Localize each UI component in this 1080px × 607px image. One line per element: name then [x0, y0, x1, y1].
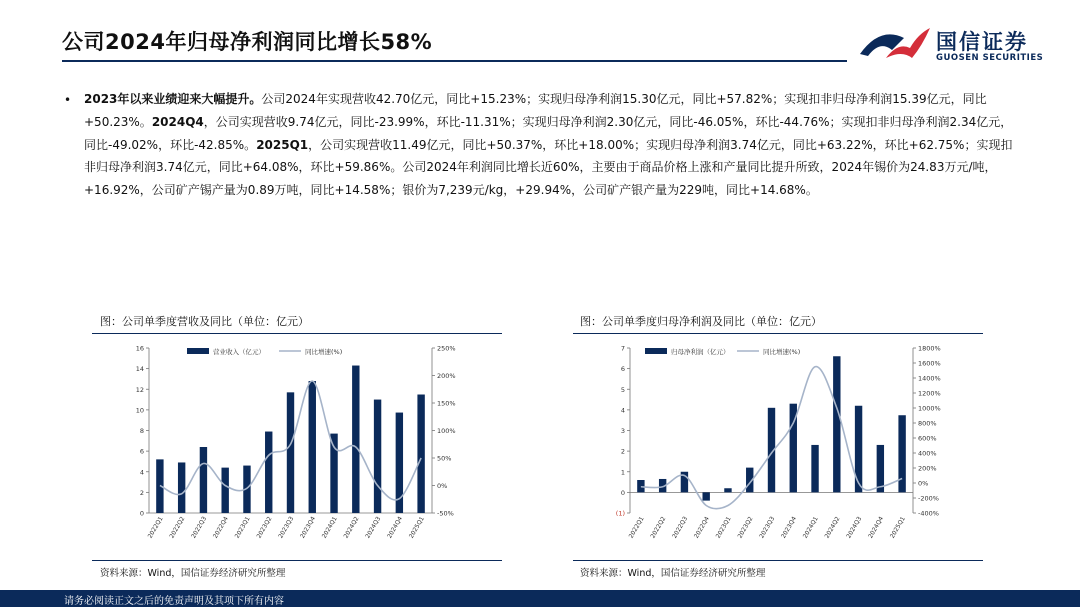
paragraph-text-2: ，公司实现营收9.74亿元，同比-23.99%，环比-11.31%；实现归母净利润2.30亿元，同比-46.05%，环比-44.76%；实现扣非归母净利润2.34亿元，同比-49.02%，环比-42.85%。 — [84, 114, 1013, 152]
category-label: 2025Q1 — [407, 515, 426, 540]
paragraph-text-3: ，公司实现营收11.49亿元，同比+50.37%，环比+18.00%；实现归母净利润3.74亿元，同比+63.22%，环比+62.75%；实现扣非归母净利润3.74亿元，同比+64.08%，环比+59.86%。公司2024年利润同比增长近60%，主要由于商品价格上涨和产量同比提升所致，2024年锡价为24.83万元/吨，+16.92%，公司矿产锡产量为0.89万吨，同比+14.58%；银价为7,239元/kg，+29.94%，公司矿产银产量为229吨，同比+14.68%。 — [84, 137, 1013, 198]
category-label: 2022Q3 — [671, 515, 690, 540]
left-tick-label: 16 — [135, 344, 144, 353]
left-tick-label: 0 — [139, 509, 144, 518]
company-logo — [858, 24, 1048, 66]
left-tick-label: 2 — [139, 488, 144, 497]
category-label: 2023Q1 — [714, 515, 733, 540]
bar — [898, 415, 905, 492]
paragraph-text-1: 公司2024年实现营收42.70亿元，同比+15.23%；实现归母净利润15.30亿元，同比+57.82%；实现扣非归母净利润15.39亿元，同比+50.23%。 — [84, 92, 987, 129]
left-tick-label: 14 — [135, 365, 144, 374]
left-tick-label: 0 — [620, 488, 625, 497]
bar — [352, 366, 359, 513]
bar — [833, 356, 840, 492]
category-label: 2022Q4 — [211, 515, 230, 540]
category-label: 2024Q2 — [823, 515, 842, 540]
left-tick-label: 1 — [620, 468, 625, 477]
logo-mark-icon — [858, 24, 934, 66]
net-profit-chart — [573, 336, 983, 558]
bar — [417, 395, 424, 513]
right-tick-label: -200% — [918, 494, 939, 503]
right-tick-label: 1800% — [918, 344, 941, 353]
left-tick-label: 3 — [620, 427, 625, 435]
category-label: 2023Q3 — [277, 515, 296, 540]
bar — [309, 381, 316, 513]
bar — [877, 445, 884, 492]
source-note-revenue: 资料来源：Wind，国信证券经济研究所整理 — [100, 568, 286, 579]
source-divider-revenue — [92, 560, 502, 561]
footer-bar — [0, 590, 1080, 607]
left-tick-label: 5 — [620, 385, 625, 394]
legend-line-label: 同比增速(%) — [763, 348, 801, 356]
right-tick-label: 0% — [437, 482, 448, 490]
right-tick-label: 150% — [437, 399, 456, 408]
legend-bar-swatch — [187, 348, 209, 354]
legend-line-label: 同比增速(%) — [305, 348, 343, 356]
figure-divider-revenue — [92, 333, 502, 334]
category-label: 2024Q1 — [801, 515, 820, 540]
logo-name-cn: 国信证券 — [936, 30, 1028, 54]
quarter-label-q4: 2024Q4 — [151, 114, 204, 129]
page-title: 公司2024年归母净利润同比增长58% — [62, 30, 433, 54]
legend-bar-label: 归母净利润（亿元） — [671, 348, 730, 356]
right-tick-label: -50% — [437, 509, 454, 518]
category-label: 2022Q2 — [649, 515, 668, 540]
category-label: 2024Q2 — [342, 515, 361, 540]
bullet-marker: • — [64, 93, 72, 107]
bar — [287, 392, 294, 513]
summary-paragraph — [84, 88, 1019, 202]
left-tick-label: 6 — [139, 447, 144, 456]
source-note-profit: 资料来源：Wind，国信证券经济研究所整理 — [580, 568, 766, 579]
right-tick-label: 1400% — [918, 374, 941, 383]
left-tick-label: 7 — [620, 344, 625, 353]
right-tick-label: 200% — [437, 372, 456, 380]
logo-name-en: GUOSEN SECURITIES — [936, 53, 1044, 63]
right-tick-label: -400% — [918, 509, 939, 518]
left-tick-label: 12 — [135, 385, 144, 394]
left-tick-label: (1) — [615, 509, 625, 518]
lead-sentence: 2023年以来业绩迎来大幅提升。 — [84, 92, 262, 106]
category-label: 2022Q2 — [168, 515, 187, 540]
category-label: 2023Q2 — [255, 515, 274, 540]
bar — [811, 445, 818, 492]
figure-divider-profit — [573, 333, 983, 334]
right-tick-label: 50% — [437, 454, 452, 463]
right-tick-label: 800% — [918, 419, 937, 428]
category-label: 2024Q4 — [386, 515, 405, 540]
category-label: 2024Q1 — [320, 515, 339, 540]
right-tick-label: 1600% — [918, 359, 941, 368]
category-label: 2024Q4 — [867, 515, 886, 540]
left-tick-label: 4 — [139, 468, 144, 477]
category-label: 2023Q4 — [780, 515, 799, 540]
bar — [724, 488, 731, 492]
category-label: 2022Q1 — [146, 515, 165, 540]
quarter-label-q1: 2025Q1 — [256, 137, 309, 152]
right-tick-label: 0% — [918, 479, 929, 488]
left-tick-label: 6 — [620, 365, 625, 374]
bar — [702, 492, 709, 500]
category-label: 2022Q4 — [692, 515, 711, 540]
category-label: 2023Q3 — [758, 515, 777, 540]
category-label: 2023Q1 — [233, 515, 252, 540]
right-tick-label: 250% — [437, 344, 456, 353]
category-label: 2023Q4 — [299, 515, 318, 540]
left-tick-label: 4 — [620, 406, 625, 415]
category-label: 2024Q3 — [845, 515, 864, 540]
bar — [200, 447, 207, 513]
category-label: 2023Q2 — [736, 515, 755, 540]
category-label: 2022Q1 — [627, 515, 646, 540]
category-label: 2022Q3 — [190, 515, 209, 540]
right-tick-label: 200% — [918, 464, 937, 473]
right-tick-label: 600% — [918, 434, 937, 443]
left-tick-label: 2 — [620, 447, 625, 456]
right-tick-label: 1000% — [918, 404, 941, 413]
bar — [178, 462, 185, 513]
bar — [265, 432, 272, 513]
left-tick-label: 8 — [139, 427, 144, 435]
left-tick-label: 10 — [135, 406, 144, 415]
legend-bar-swatch — [645, 348, 667, 354]
category-label: 2024Q3 — [364, 515, 383, 540]
figure-title-profit: 图：公司单季度归母净利润及同比（单位：亿元） — [580, 315, 822, 328]
category-label: 2025Q1 — [888, 515, 907, 540]
bar — [221, 468, 228, 513]
right-tick-label: 1200% — [918, 389, 941, 398]
source-divider-profit — [573, 560, 983, 561]
right-tick-label: 100% — [437, 427, 456, 435]
title-divider — [62, 60, 847, 62]
figure-title-revenue: 图：公司单季度营收及同比（单位：亿元） — [100, 315, 309, 328]
bar — [374, 400, 381, 513]
revenue-chart — [92, 336, 502, 558]
legend-bar-label: 营业收入（亿元） — [213, 348, 265, 356]
bar — [855, 406, 862, 493]
right-tick-label: 400% — [918, 449, 937, 458]
footer-disclaimer: 请务必阅读正文之后的免责声明及其项下所有内容 — [64, 596, 284, 607]
